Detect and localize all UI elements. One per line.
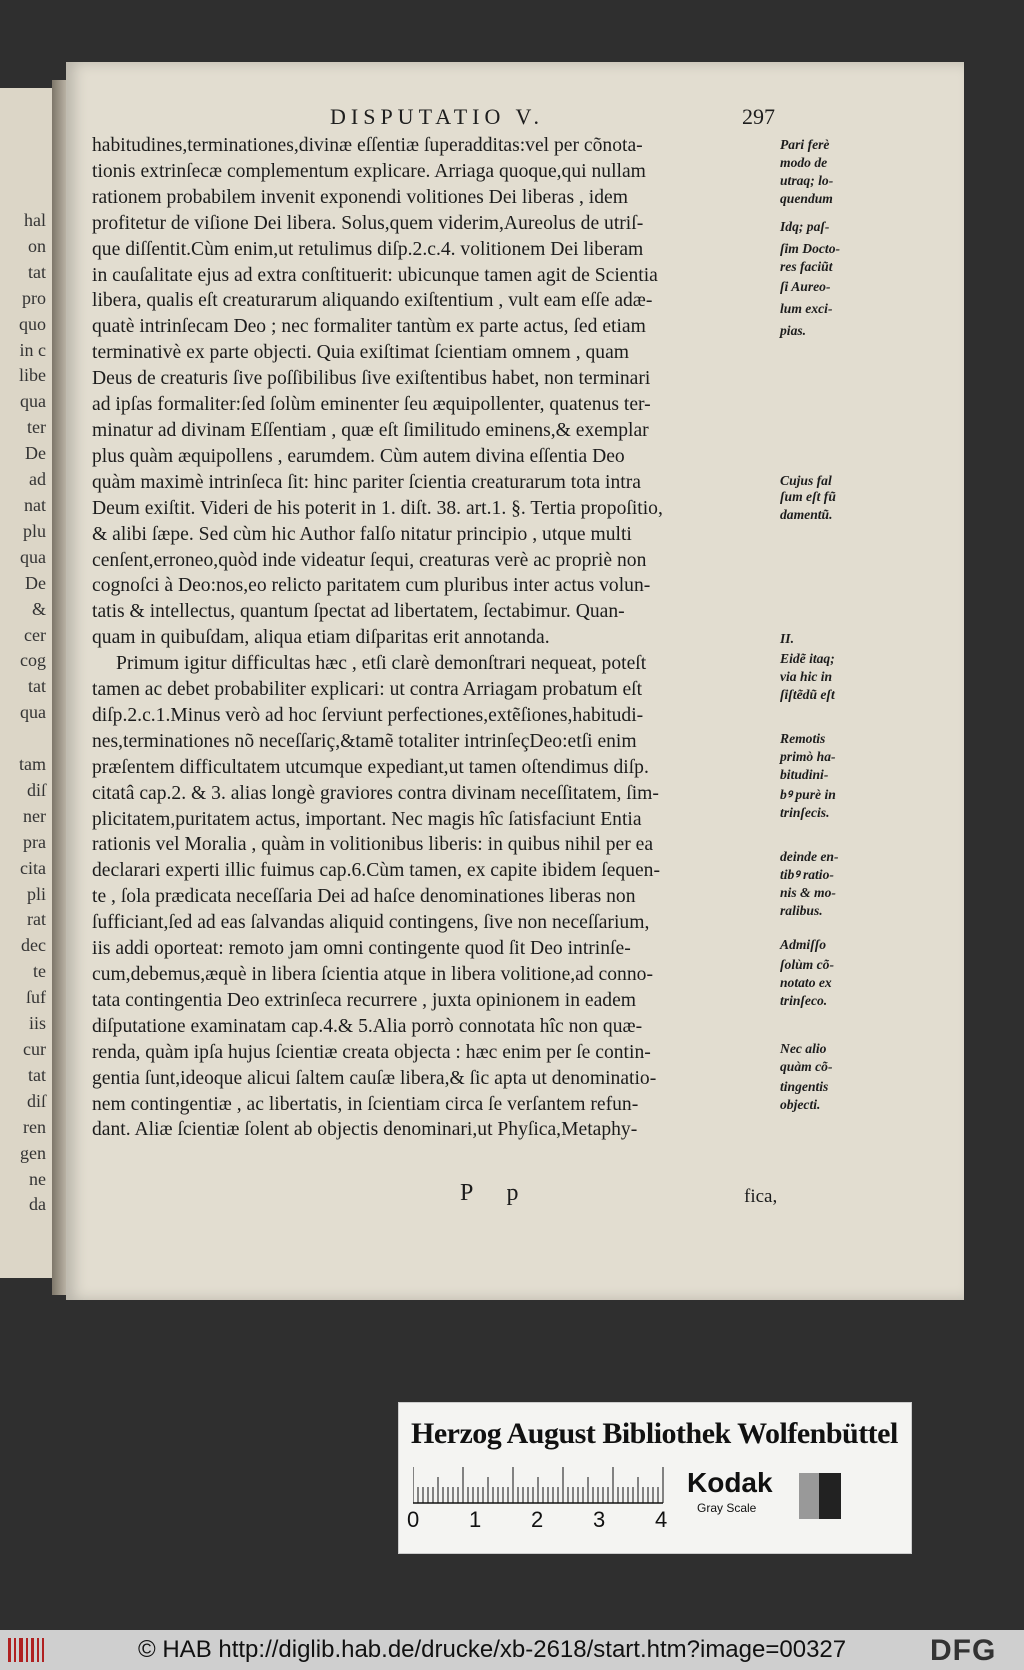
text-line: diſputatione examinatam cap.4.& 5.Alia porrò connotata hîc non quæ-: [92, 1015, 643, 1037]
margin-note: nis & mo-: [780, 885, 836, 900]
text-line: præſentem difficultatem utcumque expediant,ut tamen oſtendimus diſp.: [92, 756, 649, 778]
previous-page-edge: [0, 88, 54, 1278]
margin-note: lum exci-: [780, 301, 833, 316]
ruler-icon: [413, 1465, 673, 1505]
text-line: quàm maximè intrinſeca ſit: hinc pariter ſcientia creaturarum tota intra: [92, 471, 641, 493]
margin-note: Cujus fal: [780, 473, 832, 488]
text-line: tionis extrinſecæ complementum explicare. Arriaga quoque,qui nullam: [92, 160, 646, 182]
margin-note: bitudini-: [780, 767, 829, 782]
text-line: gentia ſunt,ideoque alicui ſaltem cauſæ libera,& ſic apta ut denominatio-: [92, 1067, 657, 1089]
barcode-icon: [6, 1636, 46, 1664]
catchword: fica,: [744, 1186, 778, 1207]
text-line: cum,debemus,æquè in libera ſcientia atque in libera volitione,ad conno-: [92, 964, 653, 985]
margin-note: via hic in: [780, 669, 833, 684]
previous-page-fragments: hal on tat pro quo in c libe qua ter De ad nat plu qua De & cer cog tat qua tam diſ ner pra cita pli rat dec te ſuf iis cur tat diſ ren gen ne da: [19, 210, 46, 1215]
library-color-card: [398, 1402, 912, 1554]
text-line: in cauſalitate ejus ad extra conſtituerit: ubicunque tamen agit de Scientia: [92, 264, 658, 286]
margin-note: Remotis: [780, 731, 826, 746]
book-spine-shadow: [52, 80, 66, 1295]
margin-note: objecti.: [780, 1097, 821, 1112]
margin-note: notato ex: [780, 975, 832, 990]
margin-note: tingentis: [780, 1079, 829, 1094]
kodak-logo: Kodak: [687, 1467, 773, 1498]
source-credit-link[interactable]: © HAB http://diglib.hab.de/drucke/xb-2618/start.htm?image=00327: [138, 1636, 847, 1663]
margin-note: primò ha-: [780, 749, 836, 764]
margin-note: Eidẽ itaq;: [780, 651, 835, 666]
text-line: minatur ad divinam Eſſentiam , quæ eſt ſimilitudo eminens,& exemplar: [92, 419, 649, 441]
text-line: dant. Aliæ ſcientiæ ſolent ab objectis denominari,ut Phyſica,Metaphy-: [92, 1119, 638, 1141]
text-line: citatâ cap.2. & 3. alias longè graviores contra divinam neceſſitatem, ſim-: [92, 782, 659, 804]
running-head: DISPUTATIO V.: [330, 104, 545, 129]
text-line: renda, quàm ipſa hujus ſcientiæ creata objecta : hæc enim per ſe contin-: [92, 1041, 651, 1063]
text-line: rationem probabilem invenit exponendi volitiones Dei liberas , idem: [92, 186, 628, 208]
text-line: nes,terminationes nõ neceſſariç,&tamẽ totaliter intrinſeçDeo:etſi enim: [92, 730, 637, 752]
text-line: libera, qualis eſt creaturarum aliquando exiſtentium , vult eam eſſe adæ-: [92, 290, 653, 312]
margin-note: modo de: [780, 155, 828, 170]
margin-note: Nec alio: [780, 1041, 827, 1056]
margin-note: utraq; lo-: [780, 173, 834, 188]
footer-bar: [0, 1630, 1024, 1670]
gray-scale-label: Gray Scale: [697, 1501, 757, 1515]
margin-note: bꝰ purè in: [780, 787, 836, 802]
body-text: [92, 133, 778, 1143]
text-line: plus quàm æquipollens , earumdem. Cùm autem divina eſſentia Deo: [92, 445, 625, 467]
margin-note: ſiſtẽdũ eſt: [780, 687, 835, 702]
signature-mark: P p: [460, 1180, 533, 1206]
text-line: ſufficiant,ſed ad eas ſalvandas aliquid contingens, ſive non neceſſarium,: [92, 912, 650, 934]
gray-patch-dark: [819, 1473, 841, 1519]
gray-patch-light: [799, 1473, 821, 1519]
text-line: cenſent,erroneo,quòd inde videatur ſequi, creaturas verè ac propriè non: [92, 549, 647, 571]
text-line: diſp.2.c.1.Minus verò ad hoc ſerviunt perfectiones,extẽſiones,habitudi-: [92, 704, 644, 726]
margin-note: ſi Aureo-: [780, 279, 831, 294]
text-line: plicitatem,puritatem actus, important. Nec magis hîc ſatisfaciunt Entia: [92, 808, 642, 830]
dfg-logo: DFG: [930, 1634, 997, 1667]
margin-note: Pari ferè: [780, 137, 830, 152]
text-line: Primum igitur difficultas hæc , etſi clarè demonſtrari nequeat, poteſt: [116, 653, 647, 675]
text-line: nem contingentiæ , ac libertatis, in ſcientiam circa ſe verſantem refun-: [92, 1093, 639, 1115]
margin-note: ſolùm cõ-: [780, 957, 834, 972]
text-line: tamen ac debet probabiliter explicari: ut contra Arriagam probatum eſt: [92, 679, 643, 701]
ruler-number: 3: [593, 1507, 606, 1532]
text-line: tata contingentia Deo extrinſeca recurrere , juxta opinionem in eadem: [92, 989, 637, 1011]
text-line: terminativè ex parte objecti. Quia exiſtimat ſcientiam omnem , quam: [92, 342, 630, 364]
margin-note: ralibus.: [780, 903, 823, 918]
text-line: profitetur de viſione Dei libera. Solus,quem viderim,Aureolus de utriſ-: [92, 212, 644, 234]
margin-note: quàm cõ-: [780, 1059, 833, 1074]
margin-note: ſim Docto-: [780, 241, 841, 256]
ruler-number: 4: [655, 1507, 668, 1532]
text-line: cognoſci à Deo:nos,eo relicto paritatem cum pluribus inter actus volun-: [92, 575, 651, 597]
text-line: Deum exiſtit. Videri de his poterit in 1. diſt. 38. art.1. §. Tertia propoſitio,: [92, 497, 663, 519]
text-line: iis addi oporteat: remoto jam omni contingente quod ſit Deo intrinſe-: [92, 938, 631, 960]
ruler-number: 1: [469, 1507, 482, 1532]
text-line: ad ipſas formaliter:ſed ſolùm eminenter ſeu æquipollenter, quatenus ter-: [92, 394, 651, 416]
text-line: quatè intrinſecam Deo ; nec formaliter tantùm ex parte actus, ſed etiam: [92, 316, 646, 338]
margin-note: ſum eſt fũ: [780, 489, 836, 504]
margin-note: II.: [780, 631, 794, 646]
margin-note: res faciũt: [780, 259, 833, 274]
ruler-number: 0: [407, 1507, 420, 1532]
margin-note: Idq; paſ-: [780, 219, 830, 234]
text-line: & alibi ſæpe. Sed cùm hic Author falſo nitatur principio , utque multi: [92, 523, 632, 545]
margin-note: damentũ.: [780, 507, 833, 522]
text-line: quam in quibuſdam, aliqua etiam diſparitas erit annotanda.: [92, 627, 550, 649]
text-line: Deus de creaturis ſive poſſibilibus ſive exiſtentibus habet, non terminari: [92, 368, 651, 390]
margin-note: Admiſſo: [780, 937, 827, 952]
library-name: Herzog August Bibliothek Wolfenbüttel: [411, 1417, 898, 1450]
margin-note: deinde en-: [780, 849, 839, 864]
text-line: rationis vel Moralia , quàm in volitionibus liberis: in quibus nihil per ea: [92, 834, 654, 856]
margin-note: pias.: [780, 323, 807, 338]
margin-note: trinſeco.: [780, 993, 828, 1008]
margin-note: quendum: [780, 191, 833, 206]
text-line: habitudines,terminationes,divinæ eſſentiæ ſuperadditas:vel per cõnota-: [92, 135, 643, 156]
margin-note: trinſecis.: [780, 805, 830, 820]
text-line: tatis & intellectus, quantum ſpectat ad libertatem, ſectabimur. Quan-: [92, 601, 625, 623]
ruler-number: 2: [531, 1507, 544, 1532]
text-line: que diſſentit.Cùm enim,ut retulimus diſp.2.c.4. volitionem Dei liberam: [92, 238, 644, 260]
margin-note: tibꝰ ratio-: [780, 867, 834, 882]
text-line: te , ſola prædicata neceſſaria Dei ad haſce denominationes liberas non: [92, 886, 636, 908]
page-number: 297: [742, 104, 775, 129]
text-line: declarari experti illic fuimus cap.6.Cùm tamen, ex capite ibidem ſequen-: [92, 860, 661, 882]
